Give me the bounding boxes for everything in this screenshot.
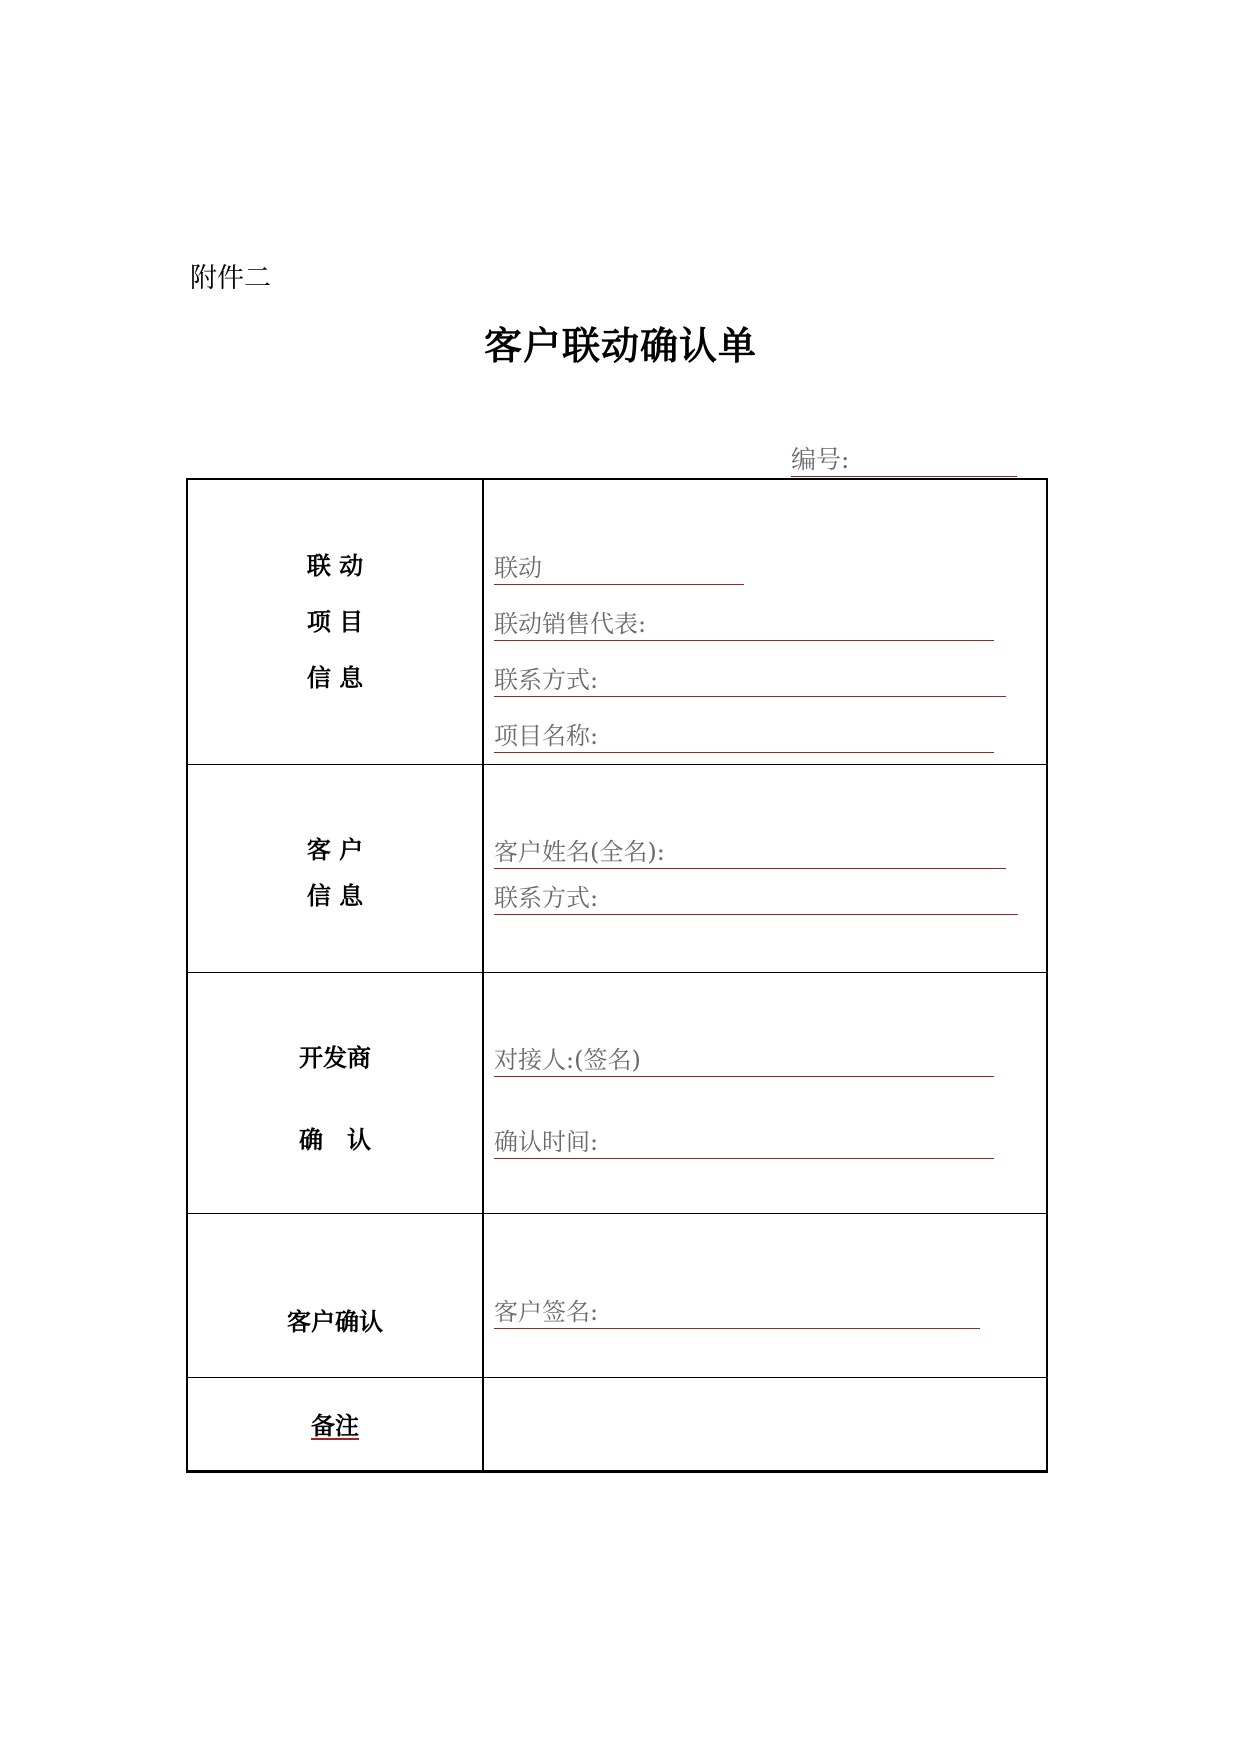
linkage-field[interactable]: 联动 xyxy=(494,552,744,585)
remarks-field[interactable] xyxy=(494,1386,1034,1466)
project-info-label-line: 项 目 xyxy=(306,608,364,636)
remarks-label-text: 备注 xyxy=(311,1412,359,1440)
customer-contact-field[interactable]: 联系方式: xyxy=(494,882,1018,915)
sales-rep-field[interactable]: 联动销售代表: xyxy=(494,608,994,641)
document-title: 客户联动确认单 xyxy=(483,324,757,368)
remarks-label xyxy=(188,1410,482,1442)
customer-info-label-line: 客 户 xyxy=(306,836,364,864)
project-contact-field[interactable]: 联系方式: xyxy=(494,664,1006,697)
project-info-label-line: 信 息 xyxy=(306,664,364,692)
project-name-field[interactable]: 项目名称: xyxy=(494,720,994,753)
attachment-label: 附件二 xyxy=(190,263,271,294)
customer-confirm-label: 客户确认 xyxy=(287,1308,383,1336)
customer-name-field[interactable]: 客户姓名(全名): xyxy=(494,836,1006,869)
column-divider xyxy=(482,480,484,1470)
confirm-time-field[interactable]: 确认时间: xyxy=(494,1126,994,1159)
customer-info-label-line: 信 息 xyxy=(306,882,364,910)
developer-confirm-label-line: 开发商 xyxy=(299,1044,371,1072)
serial-number-field[interactable]: 编号: xyxy=(791,444,1017,477)
row-divider xyxy=(188,972,1046,973)
confirmation-form-table xyxy=(186,478,1048,1473)
row-divider xyxy=(188,764,1046,765)
row-divider xyxy=(188,1213,1046,1214)
row-divider xyxy=(188,1377,1046,1378)
customer-signature-field[interactable]: 客户签名: xyxy=(494,1296,980,1329)
contact-person-signature-field[interactable]: 对接人:(签名) xyxy=(494,1044,994,1077)
project-info-label-line: 联 动 xyxy=(306,552,364,580)
developer-confirm-label-line: 确 认 xyxy=(299,1126,371,1154)
